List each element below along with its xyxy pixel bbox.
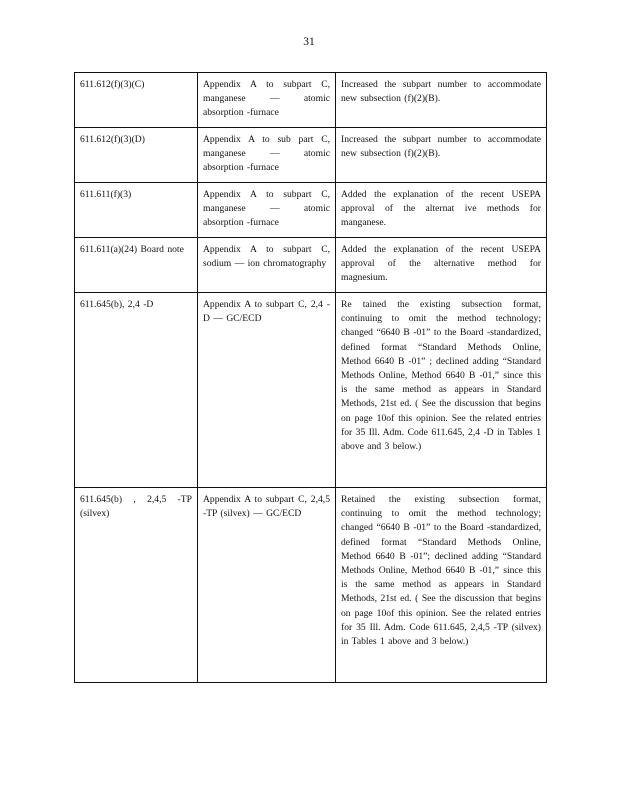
rules-table — [74, 72, 547, 683]
action-cell: Retained the existing subsection format, continuing to omit the method technology; changed “6640 B -01” to the Board -standardized, defined format “Standard Methods Online, Method 6640 B -01”; declined adding “Standard Methods Online, Method 6640 B -01,” since this is the same method as appears in Standard Methods, 21st ed. ( See the discussion that begins on page 10of this opinion. See the related entries for 35 Ill. Adm. Code 611.645, 2,4,5 -TP (silvex) in Tables 1 above and 3 below.) — [336, 488, 547, 683]
section-cell: 611.611(a)(24) Board note — [75, 238, 198, 293]
page-number: 31 — [303, 36, 315, 48]
section-cell: 611.611(f)(3) — [75, 183, 198, 238]
action-cell: Increased the subpart number to accommodate new subsection (f)(2)(B). — [336, 73, 547, 128]
section-cell: 611.612(f)(3)(C) — [75, 73, 198, 128]
table-row — [75, 73, 547, 128]
action-cell: Re tained the existing subsection format, continuing to omit the method technology; changed “6640 B -01” to the Board -standardized, defined format “Standard Methods Online, Method 6640 B -01” ; declined adding “Standard Methods Online, Method 6640 B -01,” since this is the same method as appears in Standard Methods, 21st ed. ( See the discussion that begins on page 10of this opinion. See the related entries for 35 Ill. Adm. Code 611.645, 2,4 -D in Tables 1 above and 3 below.) — [336, 293, 547, 488]
table-row — [75, 293, 547, 488]
action-cell: Increased the subpart number to accommodate new subsection (f)(2)(B). — [336, 128, 547, 183]
section-cell: 611.612(f)(3)(D) — [75, 128, 198, 183]
source-cell: Appendix A to subpart C, 2,4 -D — GC/ECD — [198, 293, 336, 488]
source-cell: Appendix A to subpart C, manganese — atomic absorption -furnace — [198, 73, 336, 128]
table-row — [75, 128, 547, 183]
table-row — [75, 183, 547, 238]
source-cell: Appendix A to sub part C, manganese — atomic absorption -furnace — [198, 128, 336, 183]
source-cell: Appendix A to subpart C, 2,4,5 -TP (silvex) — GC/ECD — [198, 488, 336, 683]
table-row — [75, 238, 547, 293]
source-cell: Appendix A to subpart C, manganese — atomic absorption -furnace — [198, 183, 336, 238]
action-cell: Added the explanation of the recent USEPA approval of the alternative method for magnesium. — [336, 238, 547, 293]
action-cell: Added the explanation of the recent USEPA approval of the alternat ive methods for manganese. — [336, 183, 547, 238]
source-cell: Appendix A to subpart C, sodium — ion chromatography — [198, 238, 336, 293]
section-cell: 611.645(b), 2,4 -D — [75, 293, 198, 488]
section-cell: 611.645(b) , 2,4,5 -TP (silvex) — [75, 488, 198, 683]
table-row — [75, 488, 547, 683]
